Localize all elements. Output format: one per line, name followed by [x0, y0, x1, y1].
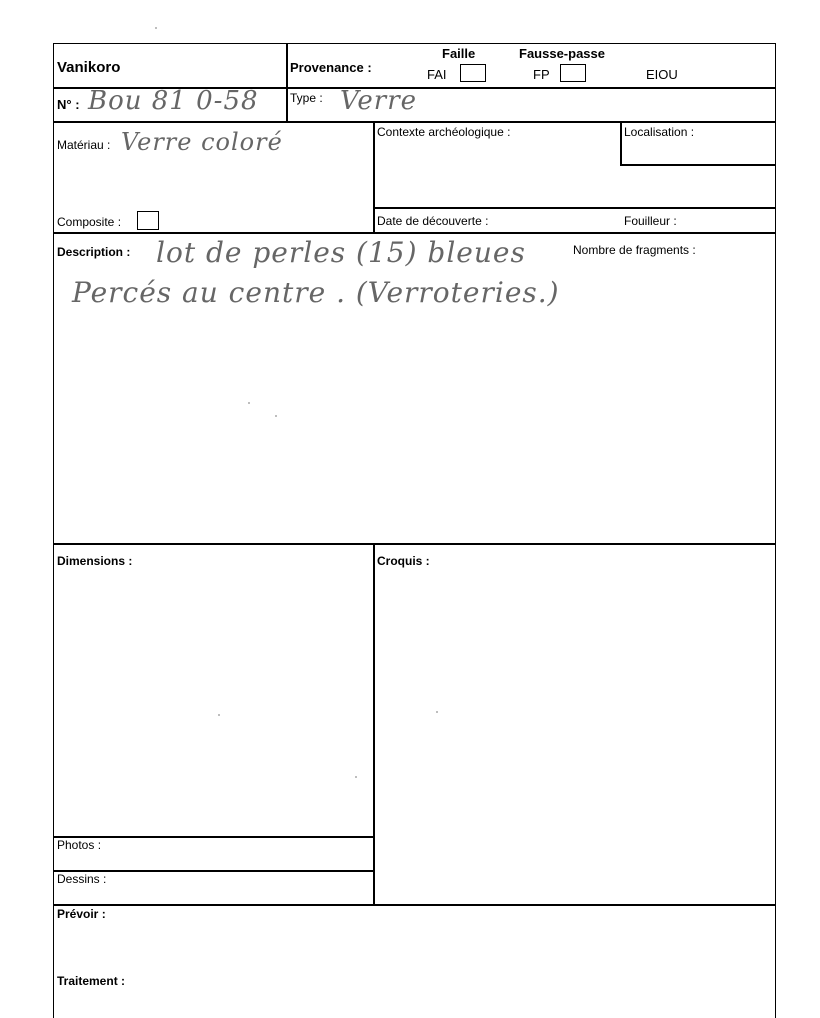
- faille-label: Faille: [442, 46, 476, 61]
- fp-checkbox[interactable]: [560, 64, 586, 82]
- scan-speck: [248, 402, 250, 404]
- form-sheet: [53, 43, 776, 1018]
- composite-checkbox[interactable]: [137, 211, 159, 230]
- rule-date-top: [373, 207, 776, 209]
- numero-label: N° :: [57, 97, 80, 112]
- site-name: Vanikoro: [57, 59, 121, 76]
- rule-prevoir-top: [53, 904, 776, 906]
- scan-speck: [275, 415, 277, 417]
- prevoir-label: Prévoir :: [57, 907, 106, 921]
- fp-label: FP: [533, 67, 550, 82]
- fausse-passe-label: Fausse-passe: [519, 46, 605, 61]
- contexte-label: Contexte archéologique :: [377, 125, 511, 139]
- localisation-label: Localisation :: [624, 125, 695, 139]
- scan-speck: [218, 714, 220, 716]
- rule-localisation-left: [620, 121, 622, 165]
- description-line-2[interactable]: Percés au centre . (Verroteries.): [72, 276, 560, 309]
- croquis-label: Croquis :: [377, 554, 430, 568]
- scan-speck: [355, 776, 357, 778]
- rule-localisation-bottom: [620, 164, 776, 166]
- scan-speck: [155, 27, 157, 29]
- rule-description-top: [53, 232, 776, 234]
- fouilleur-label: Fouilleur :: [624, 214, 677, 228]
- rule-materiau-right: [373, 121, 375, 233]
- rule-provenance-left: [286, 43, 288, 122]
- materiau-value[interactable]: Verre coloré: [121, 128, 283, 156]
- description-line-1[interactable]: lot de perles (15) bleues: [156, 236, 526, 269]
- eiou-label: EIOU: [646, 67, 678, 82]
- provenance-label: Provenance :: [290, 60, 372, 75]
- fai-label: FAI: [427, 67, 447, 82]
- fragments-label: Nombre de fragments :: [573, 243, 696, 257]
- composite-label: Composite :: [57, 215, 122, 229]
- type-label: Type :: [290, 91, 323, 105]
- materiau-label: Matériau :: [57, 138, 111, 152]
- type-value[interactable]: Verre: [340, 86, 418, 116]
- description-label: Description :: [57, 245, 131, 259]
- dessins-label: Dessins :: [57, 872, 107, 886]
- date-label: Date de découverte :: [377, 214, 489, 228]
- rule-description-bottom: [53, 543, 776, 545]
- traitement-label: Traitement :: [57, 974, 126, 988]
- dimensions-label: Dimensions :: [57, 554, 133, 568]
- photos-label: Photos :: [57, 838, 102, 852]
- rule-dimensions-right: [373, 543, 375, 905]
- fai-checkbox[interactable]: [460, 64, 486, 82]
- scan-speck: [436, 711, 438, 713]
- numero-value[interactable]: Bou 81 0-58: [88, 86, 259, 116]
- rule-numero-bottom: [53, 121, 776, 123]
